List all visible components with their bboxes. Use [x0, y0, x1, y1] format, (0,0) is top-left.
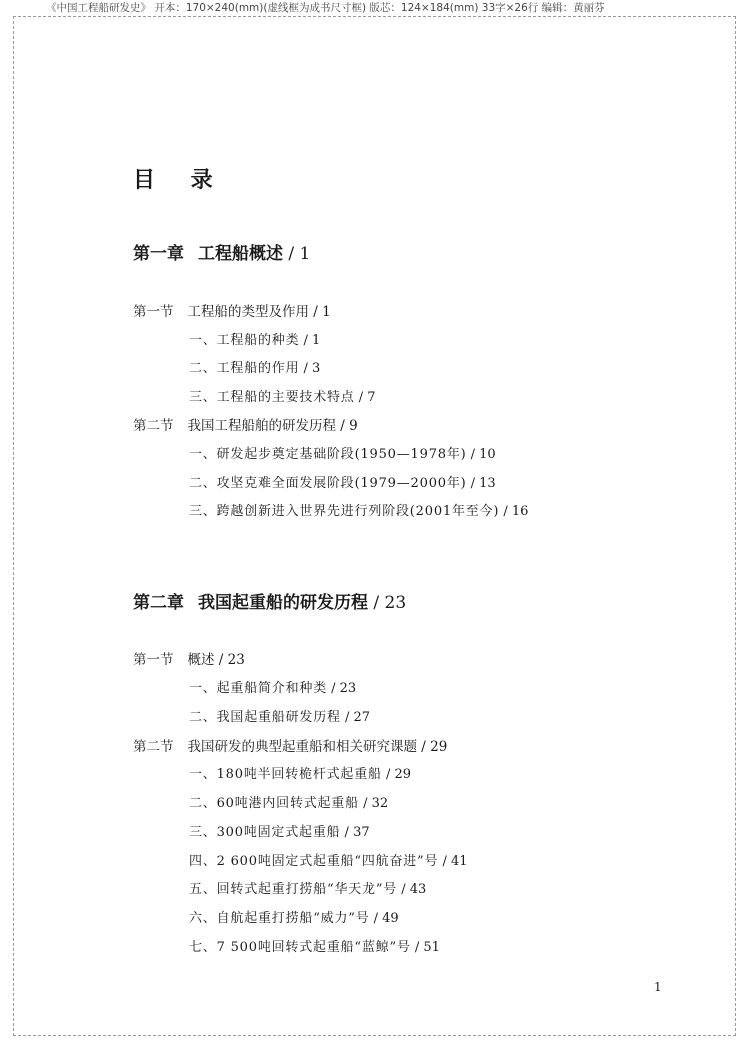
section-title: 概述	[187, 652, 215, 668]
chapter-title: 工程船概述	[198, 244, 283, 264]
section-page: / 1	[309, 304, 331, 320]
item-page: / 49	[369, 911, 399, 926]
toc-item[interactable]	[189, 907, 399, 926]
toc-item[interactable]	[189, 472, 496, 491]
toc-item[interactable]	[189, 763, 411, 782]
chapter-page: / 1	[283, 244, 311, 264]
section-number: 第一节	[133, 304, 174, 320]
section-title: 我国研发的典型起重船和相关研究课题	[187, 739, 417, 755]
chapter-1-section-2[interactable]	[133, 414, 358, 434]
editor-header-note: 《中国工程船研发史》 开本：170×240(mm)(虚线框为成书尺寸框) 版芯：124×184(mm) 33字×26行 编辑：黄丽芬	[46, 2, 605, 14]
item-text: 二、60吨港内回转式起重船	[189, 796, 359, 811]
toc-item[interactable]	[189, 329, 320, 348]
toc-title: 目 录	[133, 167, 227, 193]
item-page: / 13	[466, 476, 496, 491]
item-page: / 27	[340, 710, 370, 725]
chapter-2-section-1[interactable]	[133, 648, 245, 668]
toc-item[interactable]	[189, 936, 440, 955]
item-page: / 16	[499, 504, 529, 519]
page-number: 1	[654, 980, 662, 994]
item-text: 七、7 500吨回转式起重船“蓝鲸”号	[189, 940, 411, 955]
item-text: 三、跨越创新进入世界先进行列阶段(2001年至今)	[189, 504, 500, 519]
toc-item[interactable]	[189, 677, 356, 696]
item-text: 一、工程船的种类	[189, 333, 300, 348]
item-page: / 23	[327, 681, 357, 696]
toc-item[interactable]	[189, 357, 320, 376]
item-text: 六、自航起重打捞船“威力”号	[189, 911, 370, 926]
chapter-1-heading[interactable]	[133, 239, 310, 264]
section-number: 第二节	[133, 418, 174, 434]
section-number: 第一节	[133, 652, 174, 668]
item-page: / 51	[410, 940, 440, 955]
item-text: 四、2 600吨固定式起重船“四航奋进”号	[189, 854, 439, 869]
item-page: / 41	[438, 854, 468, 869]
item-text: 一、180吨半回转桅杆式起重船	[189, 767, 382, 782]
item-page: / 43	[397, 882, 427, 897]
toc-item[interactable]	[189, 500, 528, 519]
toc-item[interactable]	[189, 821, 370, 840]
item-page: / 10	[466, 447, 496, 462]
item-page: / 1	[299, 333, 321, 348]
section-title: 工程船的类型及作用	[187, 304, 309, 320]
toc-item[interactable]	[189, 878, 426, 897]
chapter-page: / 23	[368, 593, 407, 613]
item-text: 一、起重船简介和种类	[189, 681, 328, 696]
item-text: 三、工程船的主要技术特点	[189, 390, 355, 405]
chapter-2-section-2[interactable]	[133, 735, 447, 755]
item-text: 三、300吨固定式起重船	[189, 825, 341, 840]
item-text: 二、工程船的作用	[189, 361, 300, 376]
toc-item[interactable]	[189, 706, 370, 725]
chapter-title: 我国起重船的研发历程	[198, 593, 368, 613]
item-text: 一、研发起步奠定基础阶段(1950—1978年)	[189, 447, 467, 462]
item-page: / 7	[354, 390, 376, 405]
item-page: / 29	[381, 767, 412, 782]
item-text: 二、攻坚克难全面发展阶段(1979—2000年)	[189, 476, 467, 491]
toc-item[interactable]	[189, 443, 496, 462]
chapter-number: 第二章	[133, 593, 184, 613]
chapter-1-section-1[interactable]	[133, 300, 331, 320]
section-title: 我国工程船舶的研发历程	[187, 418, 336, 434]
toc-item[interactable]	[189, 386, 376, 405]
toc-item[interactable]	[189, 792, 388, 811]
section-number: 第二节	[133, 739, 174, 755]
item-text: 二、我国起重船研发历程	[189, 710, 341, 725]
item-page: / 32	[358, 796, 389, 811]
section-page: / 9	[336, 418, 358, 434]
chapter-2-heading[interactable]	[133, 588, 406, 613]
item-text: 五、回转式起重打捞船“华天龙”号	[189, 882, 398, 897]
section-page: / 23	[214, 652, 245, 668]
item-page: / 37	[340, 825, 370, 840]
item-page: / 3	[299, 361, 321, 376]
chapter-number: 第一章	[133, 244, 184, 264]
toc-item[interactable]	[189, 850, 468, 869]
section-page: / 29	[417, 739, 448, 755]
